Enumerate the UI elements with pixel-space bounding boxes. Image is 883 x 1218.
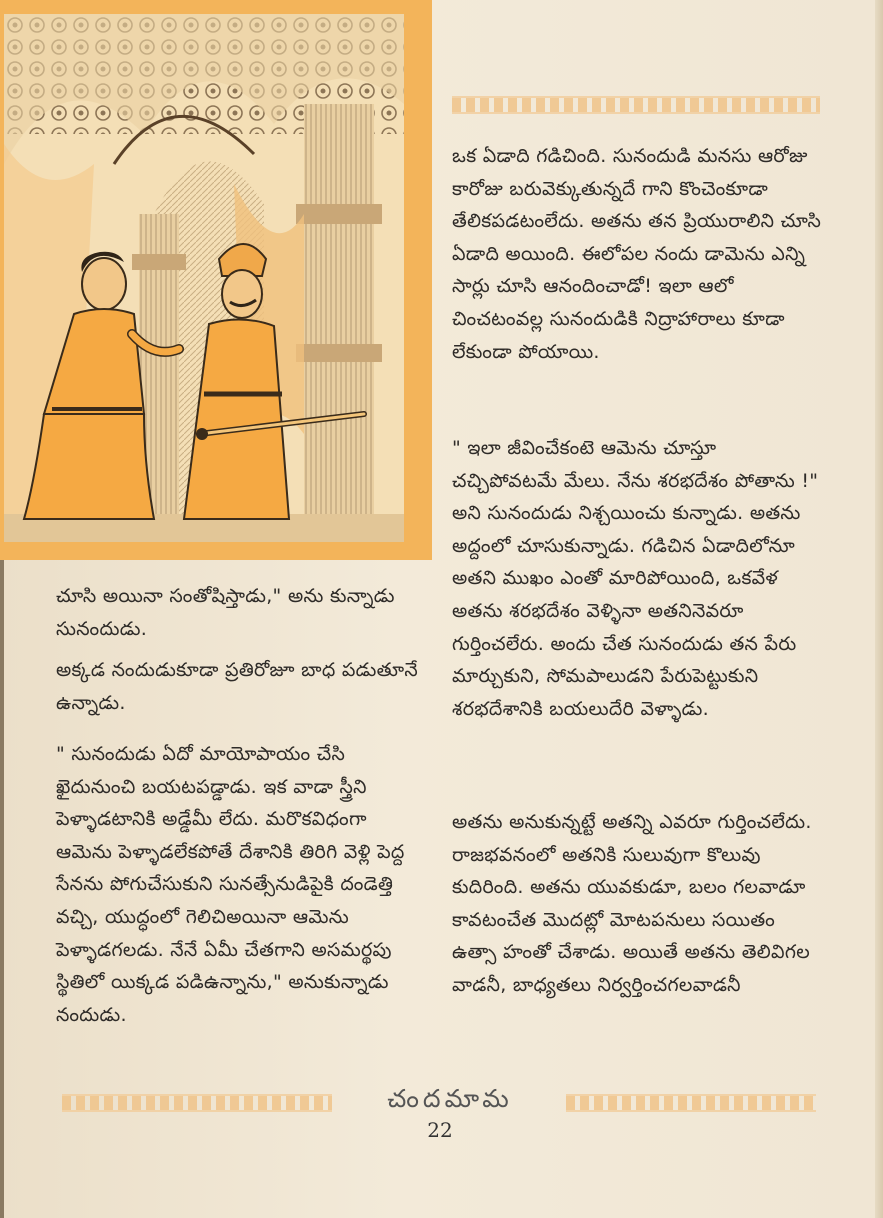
left-paragraph-2: అక్కడ నందుడుకూడా ప్రతిరోజూ బాధ పడుతూనే ఉన్నాడు. — [56, 659, 425, 714]
decorative-border-footer-right — [566, 1094, 816, 1112]
decorative-border-top — [452, 96, 820, 114]
left-paragraph-1: చూసి అయినా సంతోషిస్తాడు," అను కున్నాడు సునందుడు. — [56, 585, 402, 640]
right-paragraph-3: అతను అనుకున్నట్టే అతన్ని ఎవరూ గుర్తించలేదు. రాజభవనంలో అతనికి సులువుగా కొలువు కుదిరింది. అతను యువకుడూ, బలం గలవాడూ కావటంచేత మొదట్లో మోటపనులు సయితం ఉత్సా హంతో చేశాడు. అయితే అతను తెలివిగల వాడనీ, బాధ్యతలు నిర్వర్తించగలవాడనీ — [452, 811, 819, 996]
illustration-frame — [0, 0, 432, 560]
palace-scene-illustration — [4, 14, 404, 542]
right-paragraph-1: ఒక ఏడాది గడిచింది. సునందుడి మనసు ఆరోజు కారోజు బరువెక్కుతున్నదే గాని కొంచెంకూడా తేలికపడటంలేదు. అతను తన ప్రియురాలిని చూసి ఏడాది అయింది. ఈలోపల నందు డామెను ఎన్ని సార్లు చూసి ఆనందించాడో! ఇలా ఆలో చించటంవల్ల సునందుడికి నిద్రాహారాలు కూడా లేకుండా పోయాయి. — [452, 145, 828, 363]
story-illustration — [4, 14, 404, 542]
page-number: 22 — [427, 1118, 453, 1142]
page-right-edge — [875, 0, 883, 1218]
magazine-title: చందమామ — [387, 1084, 513, 1113]
left-paragraph-3: " సునందుడు ఏదో మాయోపాయం చేసి ఖైదునుంచి బయటపడ్డాడు. ఇక వాడా స్త్రీని పెళ్ళాడటానికి అడ్డేమీ లేదు. మరొకవిధంగా ఆమెను పెళ్ళాడలేకపోతే దేశానికి తిరిగి వెళ్లి పెద్ద సేనను పోగుచేసుకుని సునత్సేనుడిపైకి దండెత్తి వచ్చి, యుద్ధంలో గెలిచిఅయినా ఆమెను పెళ్ళాడగలడు. నేనే ఏమీ చేతగాని అసమర్థపు స్థితిలో యిక్కడ పడిఉన్నాను," అనుకున్నాడు నందుడు. — [56, 743, 411, 1026]
right-paragraph-2: " ఇలా జీవించేకంటె ఆమెను చూస్తూ చచ్చిపోవటమే మేలు. నేను శరభదేశం పోతాను !" అని సునందుడు నిశ్చయించు కున్నాడు. అతను అద్దంలో చూసుకున్నాడు. గడిచిన ఏడాదిలోనూ అతని ముఖం ఎంతో మారిపోయింది, ఒకవేళ అతను శరభదేశం వెళ్ళినా అతనినెవరూ గుర్తించలేరు. అందు చేత సునందుడు తన పేరు మార్చుకుని, సోమపాలుడని పేరుపెట్టుకుని శరభదేశానికి బయలుదేరి వెళ్ళాడు. — [452, 437, 825, 720]
decorative-border-footer-left — [62, 1094, 332, 1112]
